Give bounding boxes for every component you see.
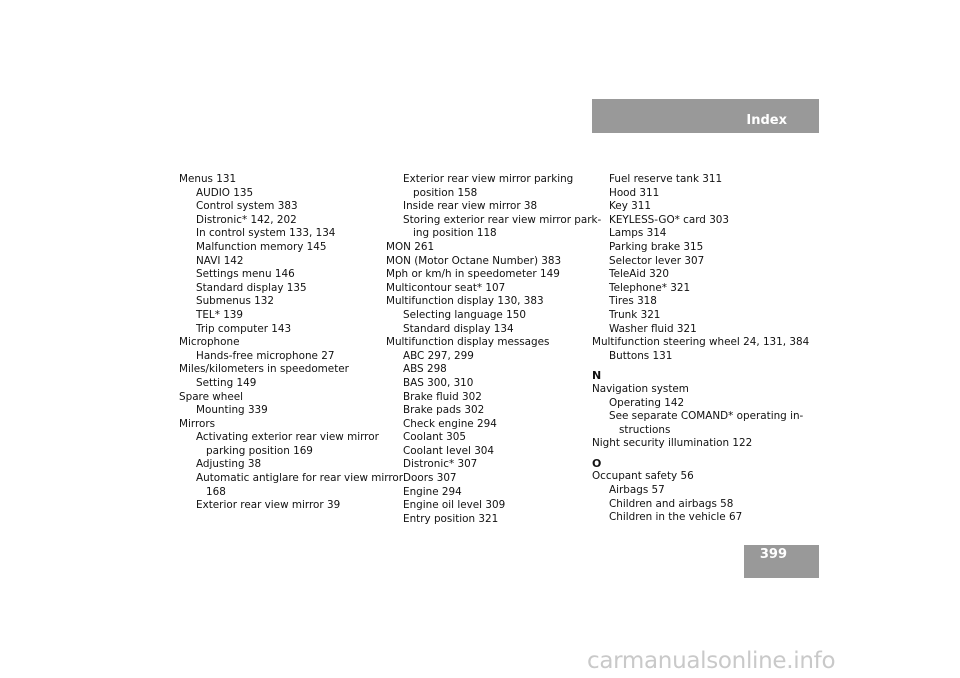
index-entry: Multifunction steering wheel 24, 131, 384 xyxy=(592,336,810,349)
index-subentry: Children and airbags 58 xyxy=(609,497,734,510)
index-subentry: Check engine 294 xyxy=(403,417,497,430)
index-subentry: Selecting language 150 xyxy=(403,308,526,321)
index-subentry: TEL* 139 xyxy=(196,308,244,321)
index-subentry: Standard display 134 xyxy=(403,322,514,335)
index-entry: Night security illumination 122 xyxy=(592,437,753,450)
index-entry: Mirrors xyxy=(179,417,216,430)
index-entry: Multifunction display messages xyxy=(386,336,550,349)
index-subentry: Control system 383 xyxy=(196,200,298,213)
index-subentry: Engine oil level 309 xyxy=(403,499,506,512)
index-entry: Miles/kilometers in speedometer xyxy=(179,363,349,376)
index-entry: MON 261 xyxy=(386,240,435,253)
index-subentry: Entry position 321 xyxy=(403,512,499,525)
index-subentry: Key 311 xyxy=(609,200,651,213)
index-subentry: See separate COMAND* operating in- xyxy=(609,410,804,423)
index-subentry: Inside rear view mirror 38 xyxy=(403,200,538,213)
index-subentry: position 158 xyxy=(413,186,478,199)
index-subentry: Trip computer 143 xyxy=(196,322,292,335)
index-entry: Mph or km/h in speedometer 149 xyxy=(386,268,560,281)
index-subentry: Exterior rear view mirror 39 xyxy=(196,499,341,512)
index-entry: Microphone xyxy=(179,336,240,349)
index-subentry: Hood 311 xyxy=(609,186,660,199)
index-subentry: Fuel reserve tank 311 xyxy=(609,173,723,185)
index-column-3 xyxy=(592,173,810,525)
index-entry: MON (Motor Octane Number) 383 xyxy=(386,254,562,267)
index-subentry: In control system 133, 134 xyxy=(196,227,336,240)
index-subentry: ABC 297, 299 xyxy=(403,349,474,362)
index-subentry: Distronic* 142, 202 xyxy=(196,213,297,226)
page-title: Index xyxy=(746,113,787,128)
index-subentry: 168 xyxy=(206,485,226,498)
index-subentry: structions xyxy=(619,423,671,436)
index-subentry: TeleAid 320 xyxy=(609,268,669,281)
index-subentry: Engine 294 xyxy=(403,485,462,498)
index-subentry: Parking brake 315 xyxy=(609,240,704,253)
page-number: 399 xyxy=(759,547,787,562)
index-subentry: Doors 307 xyxy=(403,472,457,485)
index-subentry: KEYLESS-GO* card 303 xyxy=(609,213,730,226)
index-subentry: Mounting 339 xyxy=(196,404,268,417)
index-entry: Menus 131 xyxy=(179,173,237,185)
index-entry: Navigation system xyxy=(592,382,689,395)
index-subentry: Coolant 305 xyxy=(403,431,467,444)
page-number-box xyxy=(744,545,819,578)
index-subentry: Brake fluid 302 xyxy=(403,390,482,403)
index-subentry: NAVI 142 xyxy=(196,254,244,267)
index-subentry: Brake pads 302 xyxy=(403,404,485,417)
index-subentry: Malfunction memory 145 xyxy=(196,240,327,253)
index-subentry: Adjusting 38 xyxy=(196,458,262,471)
index-subentry: Tires 318 xyxy=(609,295,657,308)
index-subentry: Coolant level 304 xyxy=(403,444,495,457)
index-subentry: ABS 298 xyxy=(403,363,447,376)
index-subentry: Washer fluid 321 xyxy=(609,322,697,335)
index-entry: Spare wheel xyxy=(179,390,244,403)
index-subentry: Buttons 131 xyxy=(609,349,673,362)
index-subentry: Automatic antiglare for rear view mirror xyxy=(196,472,404,485)
index-column-2 xyxy=(386,173,602,526)
index-subentry: Trunk 321 xyxy=(609,308,661,321)
index-column-1 xyxy=(179,173,404,513)
header-bar xyxy=(592,99,819,133)
index-subentry: Setting 149 xyxy=(196,376,257,389)
index-subentry: Distronic* 307 xyxy=(403,458,478,471)
index-section-letter: N xyxy=(592,369,602,383)
index-section-letter: O xyxy=(592,456,602,470)
index-subentry: BAS 300, 310 xyxy=(403,376,474,389)
watermark: carmanualsonline.info xyxy=(587,648,836,674)
index-subentry: AUDIO 135 xyxy=(196,186,254,199)
index-subentry: Storing exterior rear view mirror park- xyxy=(403,213,602,226)
index-entry: Multicontour seat* 107 xyxy=(386,281,506,294)
index-subentry: ing position 118 xyxy=(413,227,497,240)
index-subentry: Airbags 57 xyxy=(609,484,665,497)
index-subentry: Operating 142 xyxy=(609,396,685,409)
index-subentry: Hands-free microphone 27 xyxy=(196,349,335,362)
index-subentry: Standard display 135 xyxy=(196,281,307,294)
index-subentry: Settings menu 146 xyxy=(196,268,295,281)
index-subentry: Telephone* 321 xyxy=(609,281,691,294)
index-subentry: Selector lever 307 xyxy=(609,254,705,267)
index-subentry: Children in the vehicle 67 xyxy=(609,511,743,524)
index-entry: Multifunction display 130, 383 xyxy=(386,295,544,308)
index-subentry: Submenus 132 xyxy=(196,295,275,308)
index-subentry: Exterior rear view mirror parking xyxy=(403,173,574,185)
index-subentry: parking position 169 xyxy=(206,444,313,457)
index-entry: Occupant safety 56 xyxy=(592,470,694,483)
index-subentry: Activating exterior rear view mirror xyxy=(196,431,379,444)
index-subentry: Lamps 314 xyxy=(609,227,667,240)
